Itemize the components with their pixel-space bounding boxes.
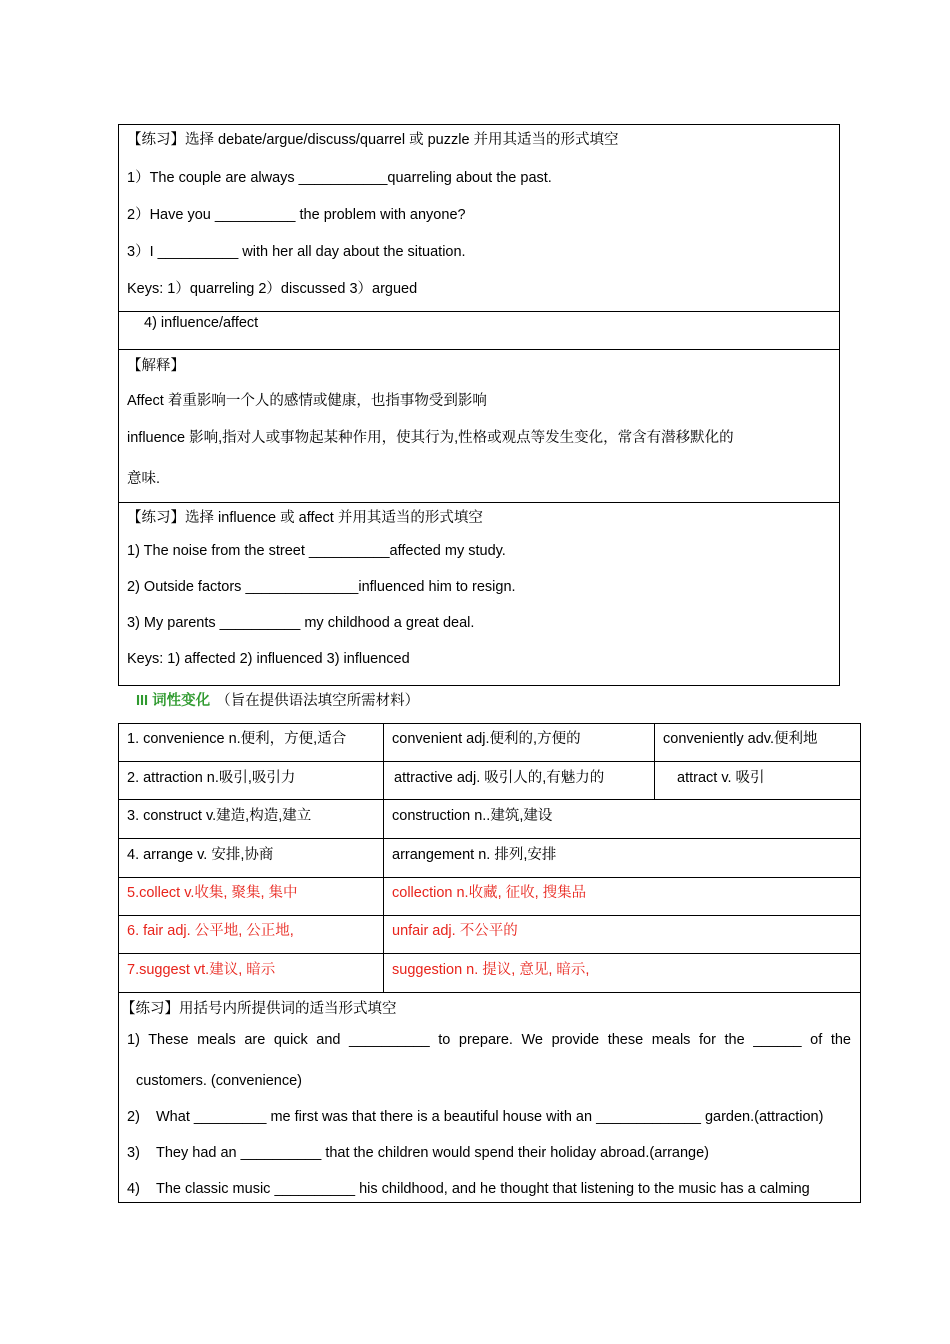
practice3-q3: They had an __________ that the children would spend their holiday abroad.(arrange) (156, 1145, 709, 1161)
table-cell-r7-c2: suggestion n. 提议, 意见, 暗示, (392, 962, 590, 978)
practice3-q3-num: 3) (127, 1145, 140, 1161)
practice3-q1a: 1) These meals are quick and __________ to prepare. We provide these meals for the ______ of the (127, 1032, 851, 1048)
practice1-q2: 2）Have you __________ the problem with anyone? (127, 207, 466, 223)
practice3-q4-num: 4) (127, 1181, 140, 1197)
table-cell-r7-c1: 7.suggest vt.建议, 暗示 (127, 962, 276, 978)
practice3-q2-num: 2) (127, 1109, 140, 1125)
table-cell-r1-c3: conveniently adv.便利地 (663, 731, 818, 747)
practice3-heading: 【练习】用括号内所提供词的适当形式填空 (121, 1001, 397, 1017)
practice2-keys: Keys: 1) affected 2) influenced 3) influenced (127, 651, 410, 667)
table-cell-r2-c1: 2. attraction n.吸引,吸引力 (127, 770, 296, 786)
practice2-q2: 2) Outside factors ______________influenced him to resign. (127, 579, 516, 595)
practice3-q1b: customers. (convenience) (136, 1073, 303, 1089)
table-cell-r3-c1: 3. construct v.建造,构造,建立 (127, 808, 312, 824)
table-cell-r3-c2: construction n..建筑,建设 (392, 808, 553, 824)
section3-roman: III 词性变化 (136, 693, 211, 709)
section3-heading (136, 689, 419, 710)
practice2-q1: 1) The noise from the street __________affected my study. (127, 543, 506, 559)
table-cell-r2-c2: attractive adj. 吸引人的,有魅力的 (394, 770, 605, 786)
practice-box-3 (118, 992, 861, 1203)
table-cell-r1-c1: 1. convenience n.便利，方便,适合 (127, 731, 347, 747)
practice3-q4: The classic music __________ his childhood, and he thought that listening to the music has a calming (156, 1181, 810, 1197)
explain-line3: 意味. (127, 471, 161, 487)
explain-heading: 【解释】 (127, 358, 185, 374)
table-cell-r4-c2: arrangement n. 排列,安排 (392, 847, 557, 863)
practice2-heading: 【练习】选择 influence 或 affect 并用其适当的形式填空 (127, 510, 483, 526)
practice1-q1: 1）The couple are always ___________quarreling about the past. (127, 170, 552, 186)
table-cell-r6-c1: 6. fair adj. 公平地, 公正地, (127, 923, 294, 939)
explain-line1: Affect 着重影响一个人的感情或健康，也指事物受到影响 (127, 393, 487, 409)
table-cell-r4-c1: 4. arrange v. 安排,协商 (127, 847, 274, 863)
section3-note: （旨在提供语法填空所需材料） (216, 693, 420, 709)
table-cell-r2-c3: attract v. 吸引 (677, 770, 765, 786)
table-cell-r1-c2: convenient adj.便利的,方便的 (392, 731, 581, 747)
table-cell-r5-c1: 5.collect v.收集, 聚集, 集中 (127, 885, 298, 901)
section4-title: 4) influence/affect (144, 315, 259, 331)
practice2-q3: 3) My parents __________ my childhood a great deal. (127, 615, 475, 631)
table-cell-r5-c2: collection n.收藏, 征收, 搜集品 (392, 885, 587, 901)
explain-line2: influence 影响,指对人或事物起某种作用，使其行为,性格或观点等发生变化，常含有潜移默化的 (127, 430, 734, 446)
table-cell-r6-c2: unfair adj. 不公平的 (392, 923, 518, 939)
practice1-heading: 【练习】选择 debate/argue/discuss/quarrel 或 puzzle 并用其适当的形式填空 (127, 132, 619, 148)
practice1-q3: 3）I __________ with her all day about the situation. (127, 244, 466, 260)
practice1-keys: Keys: 1）quarreling 2）discussed 3）argued (127, 281, 418, 297)
practice3-q2: What _________ me first was that there is a beautiful house with an _____________ garden.(attraction) (156, 1109, 824, 1125)
